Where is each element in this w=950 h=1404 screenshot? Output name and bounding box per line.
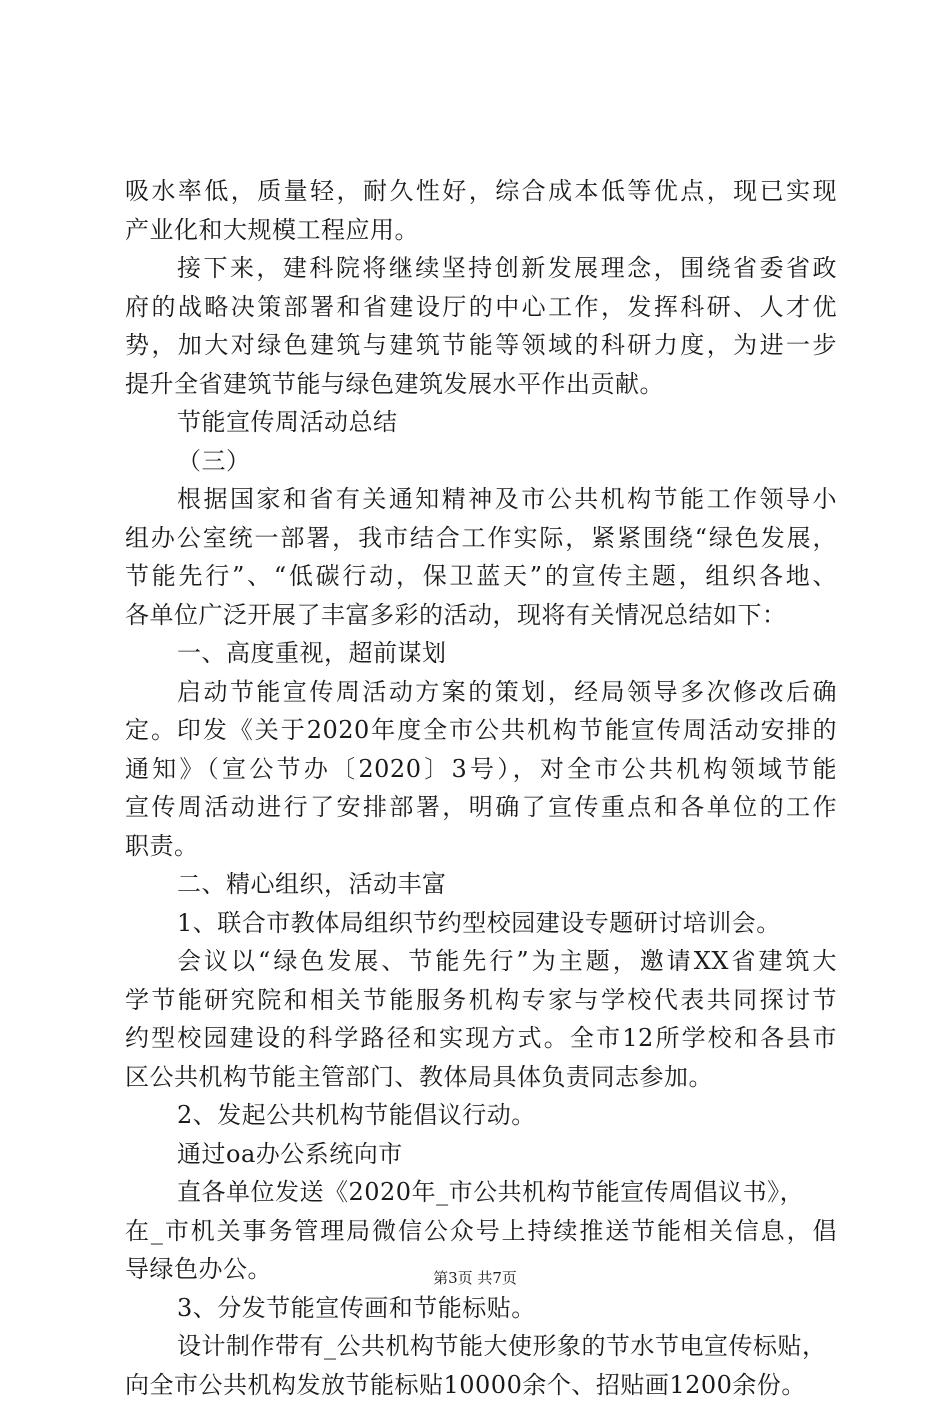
text-line: 宣传周活动进行了安排部署，明确了宣传重点和各单位的工作	[125, 788, 837, 827]
page-footer	[0, 1268, 950, 1288]
text-line: 区公共机构节能主管部门、教体局具体负责同志参加。	[125, 1058, 837, 1097]
text-line: 定。印发《关于2020年度全市公共机构节能宣传周活动安排的	[125, 711, 837, 750]
section-title: 节能宣传周活动总结	[125, 403, 837, 442]
paragraph-start-line: 接下来，建科院将继续坚持创新发展理念，围绕省委省政	[125, 249, 837, 288]
text-line: 各单位广泛开展了丰富多彩的活动，现将有关情况总结如下：	[125, 596, 837, 635]
list-item-three: 3、分发节能宣传画和节能标贴。	[125, 1289, 837, 1328]
text-line: 势，加大对绿色建筑与建筑节能等领域的科研力度，为进一步	[125, 326, 837, 365]
section-number: （三）	[125, 442, 837, 481]
text-line: 通知》（宣公节办〔2020〕3号），对全市公共机构领域节能	[125, 750, 837, 789]
text-line: 府的战略决策部署和省建设厅的中心工作，发挥科研、人才优	[125, 288, 837, 327]
text-line: 约型校园建设的科学路径和实现方式。全市12所学校和各县市	[125, 1019, 837, 1058]
text-line: 直各单位发送《2020年_市公共机构节能宣传周倡议书》，	[125, 1173, 837, 1212]
list-item-one: 1、联合市教体局组织节约型校园建设专题研讨培训会。	[125, 904, 837, 943]
text-line: 节能先行”、“低碳行动，保卫蓝天”的宣传主题，组织各地、	[125, 557, 837, 596]
paragraph-start-line: 根据国家和省有关通知精神及市公共机构节能工作领导小	[125, 480, 837, 519]
text-line: 提升全省建筑节能与绿色建筑发展水平作出贡献。	[125, 365, 837, 404]
text-line: 学节能研究院和相关节能服务机构专家与学校代表共同探讨节	[125, 981, 837, 1020]
text-line: 导绿色办公。	[125, 1250, 837, 1289]
paragraph-start-line: 会议以“绿色发展、节能先行”为主题，邀请XX省建筑大	[125, 942, 837, 981]
paragraph-start-line: 启动节能宣传周活动方案的策划，经局领导多次修改后确	[125, 673, 837, 712]
page-number-label: 第3页 共7页	[433, 1269, 517, 1287]
text-line: 组办公室统一部署，我市结合工作实际，紧紧围绕“绿色发展，	[125, 519, 837, 558]
heading-one: 一、高度重视，超前谋划	[125, 634, 837, 673]
text-line: 吸水率低，质量轻，耐久性好，综合成本低等优点，现已实现	[125, 172, 837, 211]
heading-two: 二、精心组织，活动丰富	[125, 865, 837, 904]
document-body	[125, 172, 837, 1404]
text-line: 职责。	[125, 827, 837, 866]
text-line: 产业化和大规模工程应用。	[125, 211, 837, 250]
text-line: 在_市机关事务管理局微信公众号上持续推送节能相关信息，倡	[125, 1212, 837, 1251]
paragraph-start-line: 设计制作带有_公共机构节能大使形象的节水节电宣传标贴，	[125, 1327, 837, 1366]
text-line: 向全市公共机构发放节能标贴10000余个、招贴画1200余份。	[125, 1366, 837, 1404]
list-item-two: 2、发起公共机构节能倡议行动。	[125, 1096, 837, 1135]
text-line: 通过oa办公系统向市	[125, 1135, 837, 1174]
